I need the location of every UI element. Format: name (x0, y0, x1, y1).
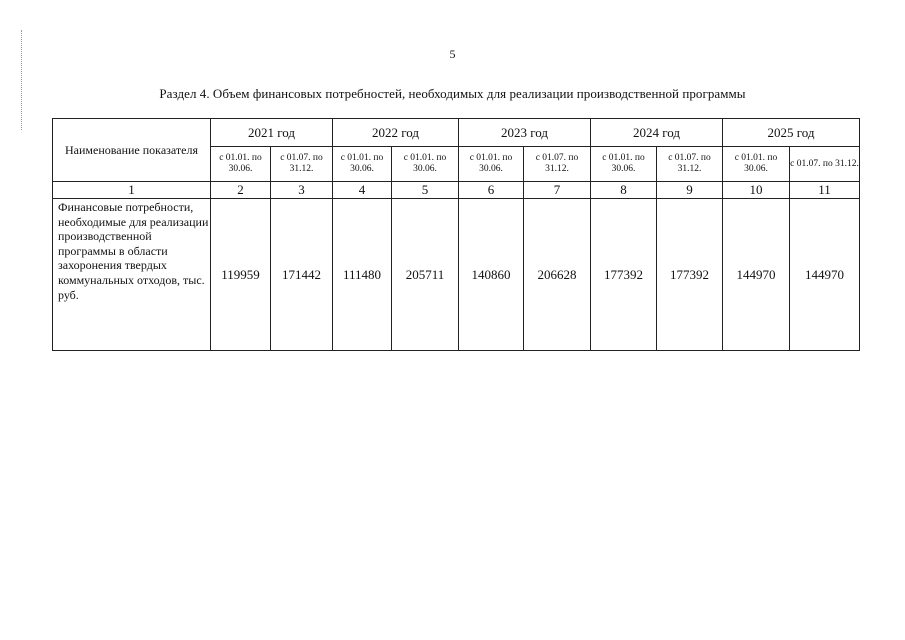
value-cell: 144970 (723, 199, 790, 351)
column-number: 2 (211, 182, 271, 199)
value-cell: 140860 (459, 199, 524, 351)
value-cell: 206628 (524, 199, 591, 351)
period-header: с 01.01. по 30.06. (333, 147, 392, 182)
year-header-2025: 2025 год (723, 119, 860, 147)
value-cell: 171442 (271, 199, 333, 351)
column-number: 5 (392, 182, 459, 199)
value-cell: 205711 (392, 199, 459, 351)
period-header: с 01.07. по 31.12. (790, 147, 860, 182)
period-header: с 01.07. по 31.12. (524, 147, 591, 182)
column-number: 3 (271, 182, 333, 199)
column-number-row (53, 182, 860, 199)
year-header-2022: 2022 год (333, 119, 459, 147)
column-number: 11 (790, 182, 860, 199)
period-header: с 01.01. по 30.06. (591, 147, 657, 182)
year-header-2023: 2023 год (459, 119, 591, 147)
value-cell: 111480 (333, 199, 392, 351)
period-header: с 01.01. по 30.06. (211, 147, 271, 182)
table-row (53, 199, 860, 351)
value-cell: 177392 (657, 199, 723, 351)
value-cell: 177392 (591, 199, 657, 351)
indicator-name-header: Наименование показателя (53, 119, 211, 182)
year-header-2021: 2021 год (211, 119, 333, 147)
column-number: 9 (657, 182, 723, 199)
financial-needs-table (52, 118, 860, 351)
period-header: с 01.01. по 30.06. (723, 147, 790, 182)
indicator-name-cell: Финансовые потребности, необходимые для реализации производственной программы в области захоронения твердых коммунальных отходов, тыс. руб. (53, 199, 211, 351)
column-number: 10 (723, 182, 790, 199)
period-header: с 01.01. по 30.06. (459, 147, 524, 182)
section-title: Раздел 4. Объем финансовых потребностей, необходимых для реализации производственной программы (159, 86, 746, 101)
margin-mark (21, 30, 22, 130)
period-header: с 01.07. по 31.12. (657, 147, 723, 182)
column-number: 4 (333, 182, 392, 199)
value-cell: 119959 (211, 199, 271, 351)
page-number: 5 (449, 47, 456, 61)
column-number: 1 (53, 182, 211, 199)
period-header: с 01.07. по 31.12. (271, 147, 333, 182)
period-header: с 01.01. по 30.06. (392, 147, 459, 182)
value-cell: 144970 (790, 199, 860, 351)
column-number: 8 (591, 182, 657, 199)
year-header-2024: 2024 год (591, 119, 723, 147)
column-number: 6 (459, 182, 524, 199)
column-number: 7 (524, 182, 591, 199)
